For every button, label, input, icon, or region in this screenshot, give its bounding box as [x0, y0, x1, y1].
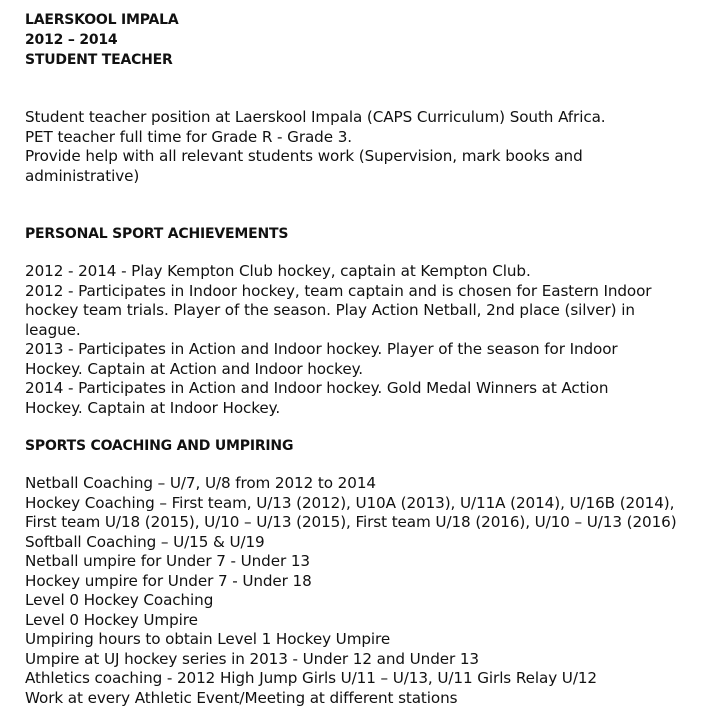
list-item: 2012 - 2014 - Play Kempton Club hockey, captain at Kempton Club. [25, 262, 531, 280]
list-item: Hockey umpire for Under 7 - Under 18 [25, 571, 312, 590]
list-item: Umpiring hours to obtain Level 1 Hockey Umpire [25, 630, 391, 648]
personal-sport-list [25, 262, 705, 418]
job-title: STUDENT TEACHER [25, 52, 173, 68]
school-name: LAERSKOOL IMPALA [25, 12, 179, 28]
coaching-list [25, 474, 705, 708]
list-item: Netball Coaching – U/7, U/8 from 2012 to 2014 [25, 474, 376, 492]
list-item: Level 0 Hockey Coaching [25, 591, 214, 609]
list-item: 2014 - Participates in Action and Indoor hockey. Gold Medal Winners at Action Hockey. Captain at Indoor Hockey. [25, 379, 609, 417]
position-line: Provide help with all relevant students work (Supervision, mark books and administrative) [25, 147, 583, 185]
cv-document [25, 10, 705, 708]
coaching-heading: SPORTS COACHING AND UMPIRING [25, 438, 294, 454]
employment-header [25, 10, 705, 70]
list-item: Work at every Athletic Event/Meeting at different stations [25, 688, 458, 707]
list-item: Netball umpire for Under 7 - Under 13 [25, 552, 310, 570]
list-item: Umpire at UJ hockey series in 2013 - Under 12 and Under 13 [25, 649, 479, 668]
list-item: Softball Coaching – U/15 & U/19 [25, 532, 265, 551]
employment-years: 2012 – 2014 [25, 32, 118, 48]
position-line: PET teacher full time for Grade R - Grade 3. [25, 127, 352, 146]
list-item: Hockey Coaching – First team, U/13 (2012), U10A (2013), U/11A (2014), U/16B (2014), First team U/18 (2015), U/10 – U/13 (2015), First team U/18 (2016), U/10 – U/13 (2016) [25, 493, 677, 531]
list-item: 2013 - Participates in Action and Indoor hockey. Player of the season for Indoor Hockey. Captain at Action and Indoor hockey. [25, 340, 618, 378]
list-item: Athletics coaching - 2012 High Jump Girls U/11 – U/13, U/11 Girls Relay U/12 [25, 669, 597, 687]
list-item: Level 0 Hockey Umpire [25, 610, 198, 629]
position-description [25, 108, 705, 186]
list-item: 2012 - Participates in Indoor hockey, team captain and is chosen for Eastern Indoor hockey team trials. Player of the season. Play Action Netball, 2nd place (silver) in league. [25, 281, 652, 339]
position-line: Student teacher position at Laerskool Impala (CAPS Curriculum) South Africa. [25, 108, 606, 126]
personal-sport-heading: PERSONAL SPORT ACHIEVEMENTS [25, 226, 289, 242]
